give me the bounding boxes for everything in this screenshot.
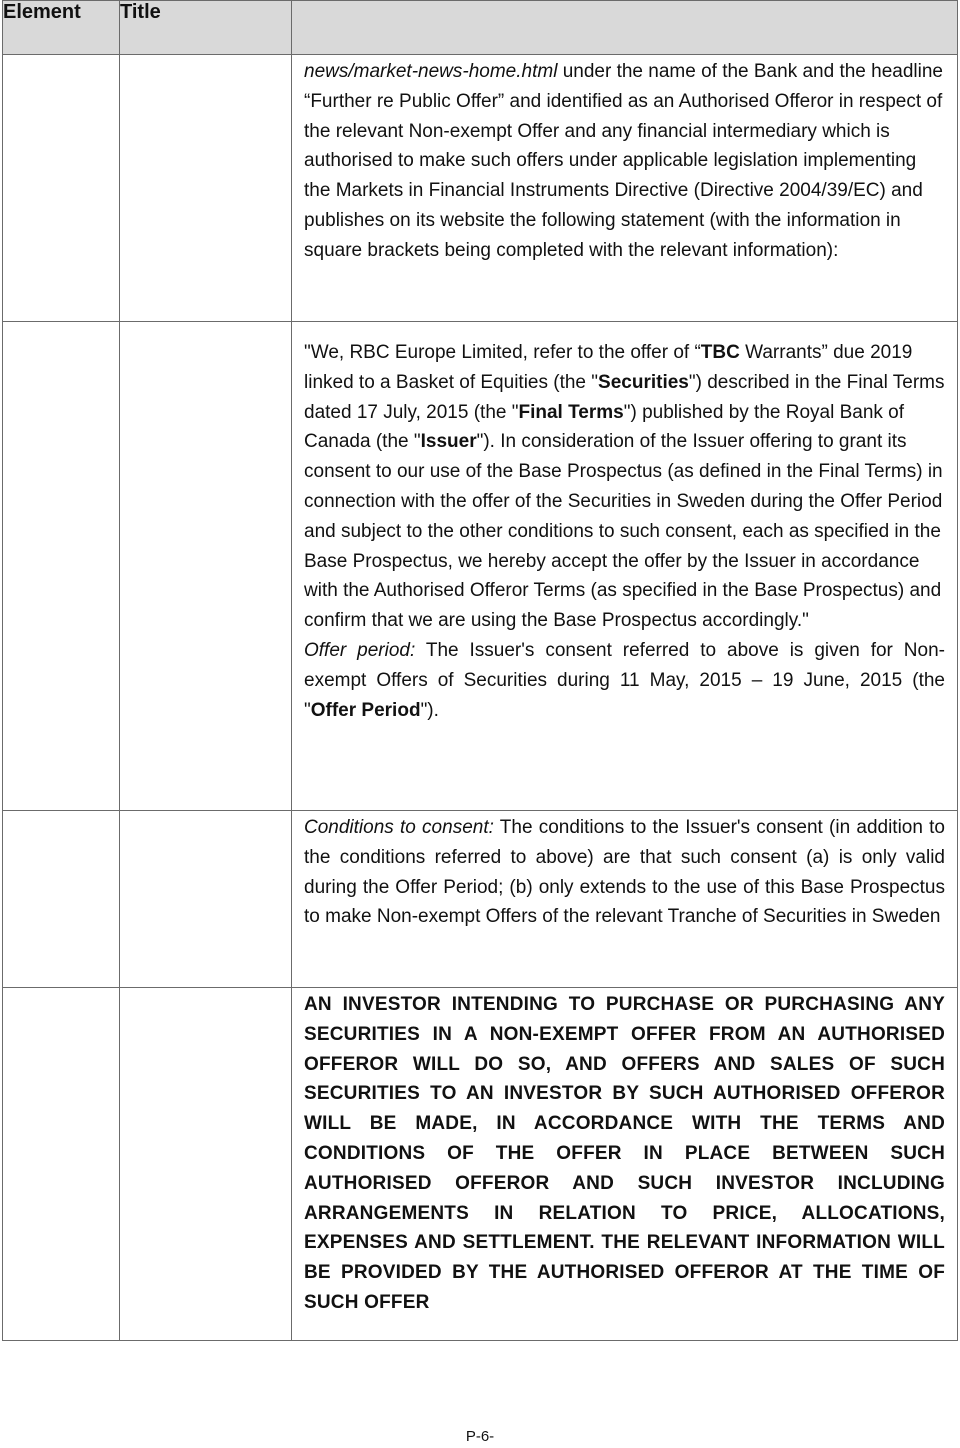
blank-column-header [292, 1, 958, 55]
title-column-header: Title [120, 1, 292, 55]
issuer-term: Issuer [420, 431, 477, 453]
final-terms-term: Final Terms [518, 401, 624, 423]
statement-text: "). In consideration of the Issuer offering to grant its consent to our use of the Base Prospectus (as defined in the Final Terms) in connection with the offer of the Securities in Sweden during the Offer Period and subject to the other conditions to such consent, each as specified in the Base Prospectus, we hereby accept the offer by the Issuer in accordance with the Authorised Offeror Terms (as specified in the Base Prospectus) and confirm that we are using the Base Prospectus accordingly." [304, 431, 943, 632]
conditions-paragraph [292, 811, 957, 932]
acceptance-statement [292, 322, 957, 636]
statement-text: Warrants” due 2019 linked to a Basket of Equities (the " [304, 342, 913, 393]
title-cell [120, 811, 292, 988]
table-row [3, 322, 958, 811]
content-cell [292, 322, 958, 811]
element-cell [3, 988, 120, 1341]
statement-text: ") described in the Final Terms dated 17 July, 2015 (the " [304, 371, 945, 423]
news-url-link[interactable]: news/market-news-home.html [304, 61, 558, 82]
conditions-label: Conditions to consent: [304, 817, 494, 838]
content-cell [292, 811, 958, 988]
statement-text: "We, RBC Europe Limited, refer to the offer of “ [304, 342, 701, 363]
offer-period-text: The Issuer's consent referred to above is given for Non-exempt Offers of Securities during 11 May, 2015 – 19 June, 2015 (the " [304, 639, 945, 721]
securities-term: Securities [598, 371, 689, 393]
tbc-term: TBC [700, 342, 740, 363]
table-row [3, 811, 958, 988]
conditions-text: The conditions to the Issuer's consent (in addition to the conditions referred to above) are that such consent (a) is only valid during the Offer Period; (b) only extends to the use of this Base Prospectus to make Non-exempt Offers of the relevant Tranche of Securities in Sweden [304, 817, 945, 928]
page-number: P-6- [465, 1428, 495, 1445]
investor-notice: AN INVESTOR INTENDING TO PURCHASE OR PURCHASING ANY SECURITIES IN A NON-EXEMPT OFFER FROM AN AUTHORISED OFFEROR WILL DO SO, AND OFFERS AND SALES OF SUCH SECURITIES TO AN INVESTOR BY SUCH AUTHORISED OFFEROR WILL BE MADE, IN ACCORDANCE WITH THE TERMS AND CONDITIONS OF THE OFFER IN PLACE BETWEEN SUCH AUTHORISED OFFEROR AND SUCH INVESTOR INCLUDING ARRANGEMENTS IN RELATION TO PRICE, ALLOCATIONS, EXPENSES AND SETTLEMENT. THE RELEVANT INFORMATION WILL BE PROVIDED BY THE AUTHORISED OFFEROR AT THE TIME OF SUCH OFFER [304, 994, 945, 1313]
publication-text: under the name of the Bank and the headline “Further re Public Offer” and identified as an Authorised Offeror in respect of the relevant Non-exempt Offer and any financial intermediary which is authorised to make such offers under applicable legislation implementing the Markets in Financial Instruments Directive (Directive 2004/39/EC) and publishes on its website the following statement (with the information in square brackets being completed with the relevant information): [304, 61, 943, 261]
content-cell [292, 55, 958, 322]
table-row [3, 55, 958, 322]
element-column-header: Element [3, 1, 120, 55]
content-cell [292, 988, 958, 1341]
title-cell [120, 322, 292, 811]
offer-period-label: Offer period: [304, 639, 416, 661]
element-cell [3, 55, 120, 322]
statement-text: ") published by the Royal Bank of Canada (the " [304, 401, 905, 453]
table-row [3, 988, 958, 1341]
element-cell [3, 811, 120, 988]
element-table [2, 0, 958, 1341]
publication-paragraph [292, 55, 957, 266]
offer-period-term: Offer Period [310, 699, 421, 721]
title-cell [120, 55, 292, 322]
title-cell [120, 988, 292, 1341]
element-cell [3, 322, 120, 811]
offer-period-paragraph [292, 636, 957, 725]
offer-period-text-end: "). [420, 699, 439, 721]
table-header-row [3, 1, 958, 55]
